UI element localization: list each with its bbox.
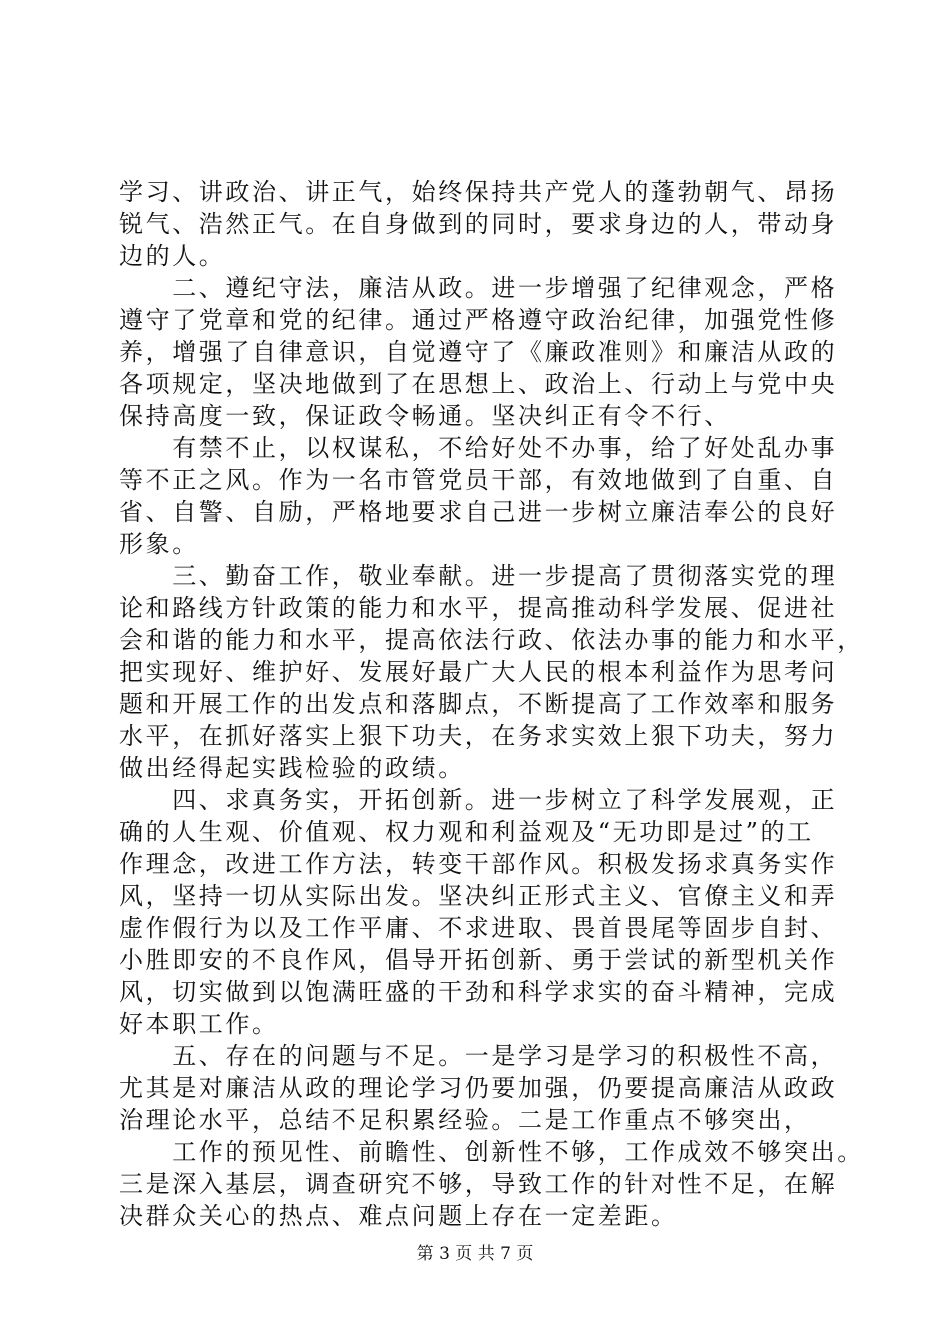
text-line: 省、自警、自励，严格地要求自己进一步树立廉洁奉公的良好 bbox=[119, 498, 838, 526]
text-line: 风，坚持一切从实际出发。坚决纠正形式主义、官僚主义和弄 bbox=[119, 882, 838, 910]
text-line: 四、求真务实，开拓创新。进一步树立了科学发展观，正 bbox=[119, 786, 838, 814]
text-line: 形象。 bbox=[119, 530, 199, 558]
text-line: 尤其是对廉洁从政的理论学习仍要加强，仍要提高廉洁从政政 bbox=[119, 1074, 838, 1102]
text-line: 等不正之风。作为一名市管党员干部，有效地做到了自重、自 bbox=[119, 466, 838, 494]
text-line: 治理论水平，总结不足积累经验。二是工作重点不够突出， bbox=[119, 1106, 811, 1134]
text-line: 五、存在的问题与不足。一是学习是学习的积极性不高， bbox=[119, 1042, 838, 1070]
text-line: 做出经得起实践检验的政绩。 bbox=[119, 754, 465, 782]
text-line: 决群众关心的热点、难点问题上存在一定差距。 bbox=[119, 1202, 678, 1230]
text-line: 保持高度一致，保证政令畅通。坚决纠正有令不行、 bbox=[119, 402, 731, 430]
text-line: 风，切实做到以饱满旺盛的干劲和科学求实的奋斗精神，完成 bbox=[119, 978, 838, 1006]
text-line: 虚作假行为以及工作平庸、不求进取、畏首畏尾等固步自封、 bbox=[119, 914, 838, 942]
text-line: 水平，在抓好落实上狠下功夫，在务求实效上狠下功夫，努力 bbox=[119, 722, 838, 750]
text-line: 遵守了党章和党的纪律。通过严格遵守政治纪律，加强党性修 bbox=[119, 306, 838, 334]
text-line: 二、遵纪守法，廉洁从政。进一步增强了纪律观念，严格 bbox=[119, 274, 838, 302]
text-line: 好本职工作。 bbox=[119, 1010, 279, 1038]
text-line: 工作的预见性、前瞻性、创新性不够，工作成效不够突出。 bbox=[119, 1138, 864, 1166]
text-line: 题和开展工作的出发点和落脚点，不断提高了工作效率和服务 bbox=[119, 690, 838, 718]
text-line: 三、勤奋工作，敬业奉献。进一步提高了贯彻落实党的理 bbox=[119, 562, 838, 590]
text-line: 小胜即安的不良作风，倡导开拓创新、勇于尝试的新型机关作 bbox=[119, 946, 838, 974]
page-number-footer: 第 3 页 共 7 页 bbox=[416, 1244, 534, 1264]
text-line: 各项规定，坚决地做到了在思想上、政治上、行动上与党中央 bbox=[119, 370, 838, 398]
text-line: 有禁不止，以权谋私，不给好处不办事，给了好处乱办事 bbox=[119, 434, 838, 462]
text-line: 学习、讲政治、讲正气，始终保持共产党人的蓬勃朝气、昂扬 bbox=[119, 178, 838, 206]
text-line: 会和谐的能力和水平，提高依法行政、依法办事的能力和水平， bbox=[119, 626, 864, 654]
text-line: 把实现好、维护好、发展好最广大人民的根本利益作为思考问 bbox=[119, 658, 838, 686]
text-line: 确的人生观、价值观、权力观和利益观及“无功即是过”的工 bbox=[119, 818, 814, 846]
text-line: 论和路线方针政策的能力和水平，提高推动科学发展、促进社 bbox=[119, 594, 838, 622]
text-line: 锐气、浩然正气。在自身做到的同时，要求身边的人，带动身 bbox=[119, 210, 838, 238]
text-line: 养，增强了自律意识，自觉遵守了《廉政准则》和廉洁从政的 bbox=[119, 338, 838, 366]
text-line: 三是深入基层，调查研究不够，导致工作的针对性不足，在解 bbox=[119, 1170, 838, 1198]
text-line: 边的人。 bbox=[119, 242, 226, 270]
text-line: 作理念，改进工作方法，转变干部作风。积极发扬求真务实作 bbox=[119, 850, 838, 878]
